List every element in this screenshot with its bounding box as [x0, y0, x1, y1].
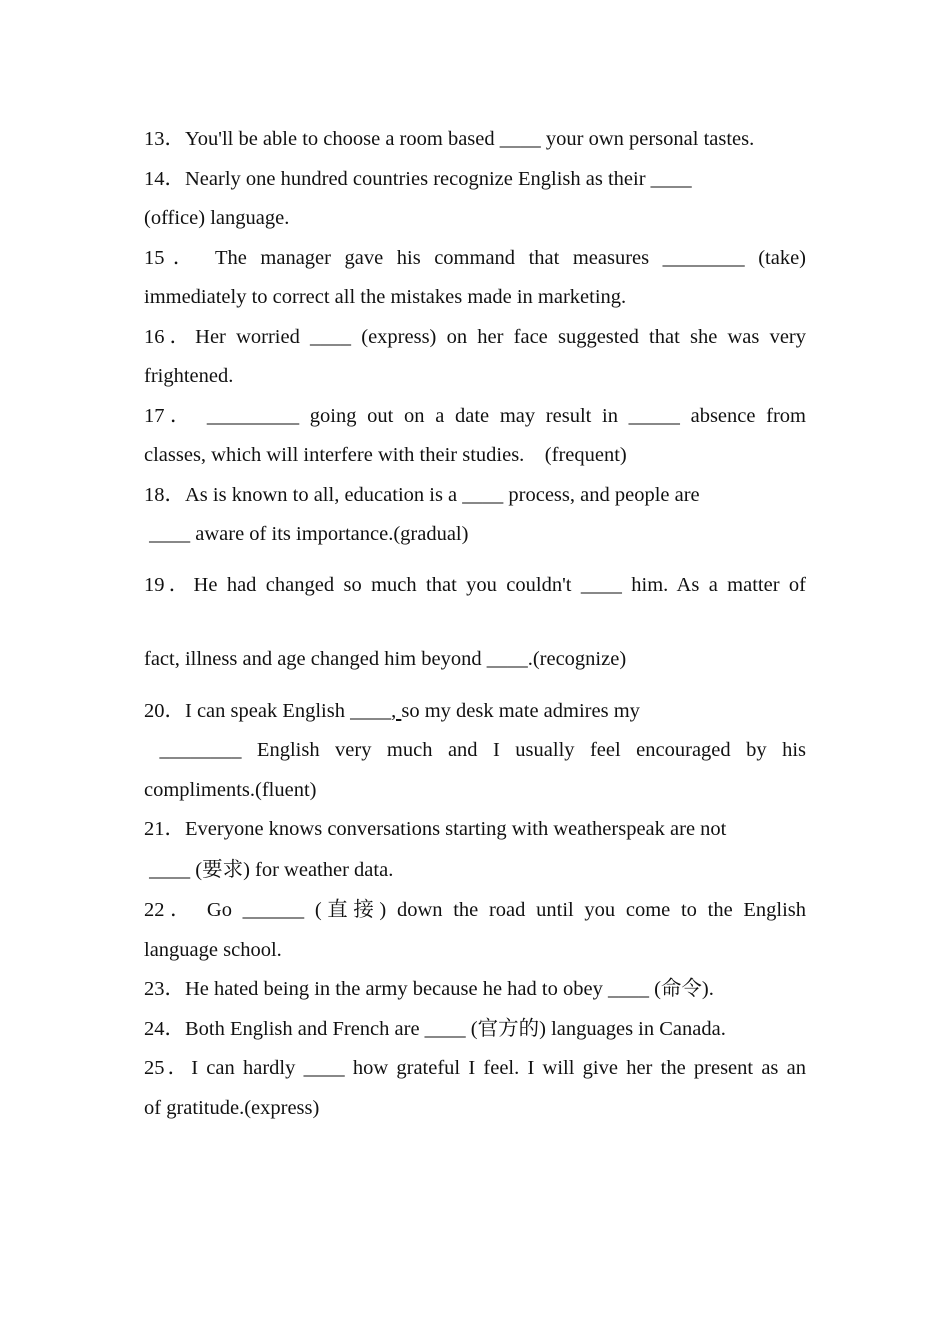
question-text-continued: language school.	[144, 938, 282, 961]
question-text: _________ going out on a date may result in _____ absence from	[206, 404, 807, 427]
question-text: The manager gave his command that measures ________ (take)	[215, 246, 806, 269]
question-text-continued: classes, which will interfere with their studies. (frequent)	[144, 444, 627, 466]
question-text-continued: fact, illness and age changed him beyond ____.(recognize)	[144, 648, 627, 670]
question-text: I can speak English ____	[185, 699, 392, 722]
question-16	[144, 318, 806, 397]
question-text: Her worried ____ (express) on her face suggested that she was very	[195, 325, 807, 348]
question-text: Everyone knows conversations starting with weatherspeak are not	[185, 818, 727, 840]
question-number: 20．	[144, 699, 185, 722]
question-text: As is known to all, education is a ____ process, and people are	[185, 483, 700, 506]
question-text-continued: (office) language.	[144, 207, 290, 229]
question-text: Nearly one hundred countries recognize English as their ____	[185, 167, 692, 190]
question-number: 23．	[144, 978, 185, 1000]
exercise-list	[144, 120, 806, 1128]
question-text-continued: frightened.	[144, 365, 234, 387]
question-20	[144, 692, 806, 811]
question-13	[144, 120, 806, 160]
question-21	[144, 810, 806, 890]
question-number: 22．	[144, 899, 197, 921]
question-text: Both English and French are ____ (官方的) languages in Canada.	[185, 1017, 726, 1040]
question-text-continued: immediately to correct all the mistakes made in marketing.	[144, 286, 627, 308]
question-number: 19．	[144, 573, 194, 596]
question-text-continued: of gratitude.(express)	[144, 1096, 320, 1119]
question-text-continued: ________ English very much and I usually feel encouraged by his	[144, 739, 806, 761]
question-number: 24．	[144, 1017, 185, 1040]
question-text: You'll be able to choose a room based ____ your own personal tastes.	[185, 128, 755, 150]
question-number: 25．	[144, 1057, 192, 1079]
question-text: He had changed so much that you couldn't ____ him. As a matter of	[193, 573, 807, 596]
question-number: 15．	[144, 246, 202, 269]
question-number: 14．	[144, 167, 185, 190]
question-15	[144, 239, 806, 318]
question-14	[144, 160, 806, 239]
question-text-continued: compliments.(fluent)	[144, 778, 317, 801]
question-19	[144, 566, 806, 680]
question-text: Go ______ (直接) down the road until you come to the English	[206, 899, 807, 921]
question-18	[144, 476, 806, 555]
question-number: 13．	[144, 128, 185, 150]
question-number: 17．	[144, 404, 197, 427]
question-text: He hated being in the army because he had to obey ____ (命令).	[185, 978, 714, 1000]
question-number: 16．	[144, 325, 196, 348]
question-number: 18．	[144, 483, 185, 506]
question-25	[144, 1049, 806, 1128]
question-22	[144, 891, 806, 970]
question-24	[144, 1010, 806, 1050]
underlined-comma: ,	[391, 699, 402, 722]
question-text-continued: ____ aware of its importance.(gradual)	[144, 523, 469, 545]
question-text: I can hardly ____ how grateful I feel. I will give her the present as an	[191, 1057, 806, 1079]
question-text: so my desk mate admires my	[401, 699, 640, 722]
question-17	[144, 397, 806, 476]
question-text-continued: ____ (要求) for weather data.	[144, 858, 394, 881]
question-number: 21．	[144, 818, 185, 840]
question-23	[144, 970, 806, 1010]
